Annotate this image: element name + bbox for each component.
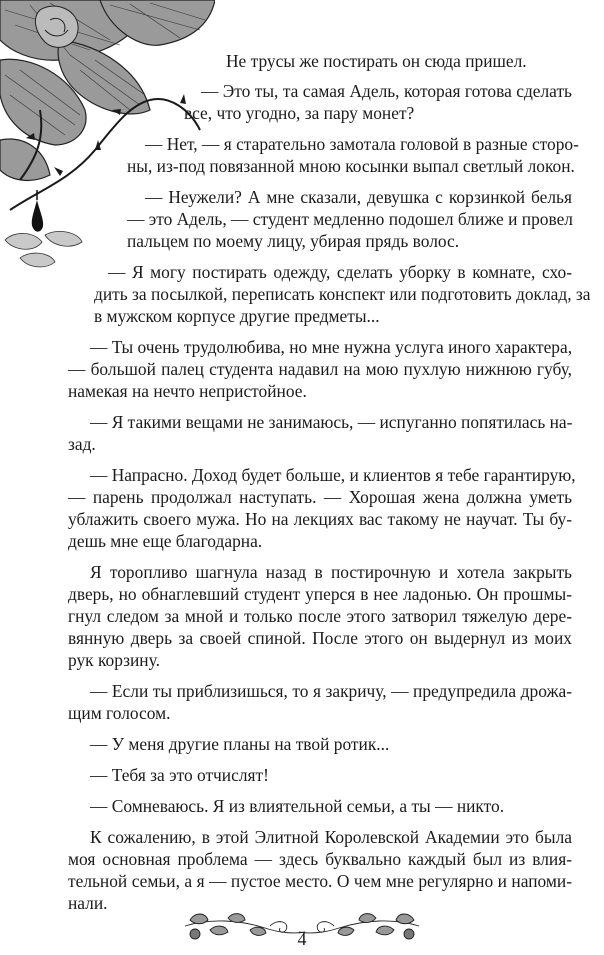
text-line: рук корзину. <box>68 650 160 670</box>
text-line: Не трусы же постирать он сюда пришел. <box>226 51 527 71</box>
text-line: — Ты очень трудолюбива, но мне нужна услуга иного характера, <box>90 337 573 357</box>
text-line: — Если ты приблизишься, то я закричу, — предупредила дрожа- <box>90 681 572 701</box>
text-line: — Напрасно. Доход будет больше, и клиентов я тебе гарантирую, <box>90 465 576 485</box>
text-line: — большой палец студента надавил на мою пухлую нижнюю губу, <box>68 359 572 379</box>
text-line: гнул следом за мной и только после этого затворил тяжелую дере- <box>68 606 572 626</box>
text-line: — это Адель, — студент медленно подошел ближе и провел <box>127 209 573 229</box>
text-line: — Я такими вещами не занимаюсь, — испуганно попятилась на- <box>90 412 573 432</box>
text-line: тельной семьи, а я — пустое место. О чем мне регулярно и напоми- <box>68 871 572 891</box>
text-line: Я торопливо шагнула назад в постирочную и хотела закрыть <box>90 562 572 582</box>
text-line: — У меня другие планы на твой ротик... <box>90 734 390 754</box>
text-line: дить за посылкой, переписать конспект или подготовить доклад, за <box>94 284 591 304</box>
text-line: — Тебя за это отчислят! <box>90 765 269 785</box>
text-line: в мужском корпусе другие предметы... <box>94 306 380 326</box>
text-line: — Я могу постирать одежду, сделать уборку в комнате, схо- <box>108 262 572 282</box>
text-line: — Сомневаюсь. Я из влиятельной семьи, а ты — никто. <box>90 796 505 816</box>
text-line: ны, из-под повязанной мною косынки выпал светлый локон. <box>127 156 575 176</box>
text-line: зад. <box>68 434 96 454</box>
text-line: щим голосом. <box>68 703 171 723</box>
text-line: — парень продолжал наступать. — Хорошая жена должна уметь <box>68 487 572 507</box>
text-line: — Неужели? А мне сказали, девушка с корзинкой белья <box>145 187 572 207</box>
text-line: — Нет, — я старательно замотала головой в разные сторо- <box>145 134 579 154</box>
page-number: 4 <box>297 929 307 949</box>
text-line: намекая на нечто непристойное. <box>68 381 307 401</box>
blood-drop <box>32 200 43 232</box>
falling-petals <box>5 231 82 266</box>
text-line: дешь мне еще благодарна. <box>68 531 263 551</box>
text-line: К сожалению, в этой Элитной Королевской Академии это была <box>90 827 572 847</box>
text-line: ублажить своего мужа. Но на лекциях вас такому не научат. Ты бу- <box>68 509 572 529</box>
text-line: все, что угодно, за пару монет? <box>184 103 415 123</box>
text-line: моя основная проблема — здесь буквально каждый был из влия- <box>68 849 572 869</box>
text-line: дверь, но обнаглевший студент уперся в нее ладонью. Он прошмы- <box>68 584 572 604</box>
text-line: пальцем по моему лицу, убирая прядь волос. <box>127 231 460 251</box>
text-line: нали. <box>68 893 108 913</box>
text-line: вянную дверь за своей спиной. После этого он выдернул из моих <box>68 628 572 648</box>
text-line: — Это ты, та самая Адель, которая готова сделать <box>201 81 572 101</box>
